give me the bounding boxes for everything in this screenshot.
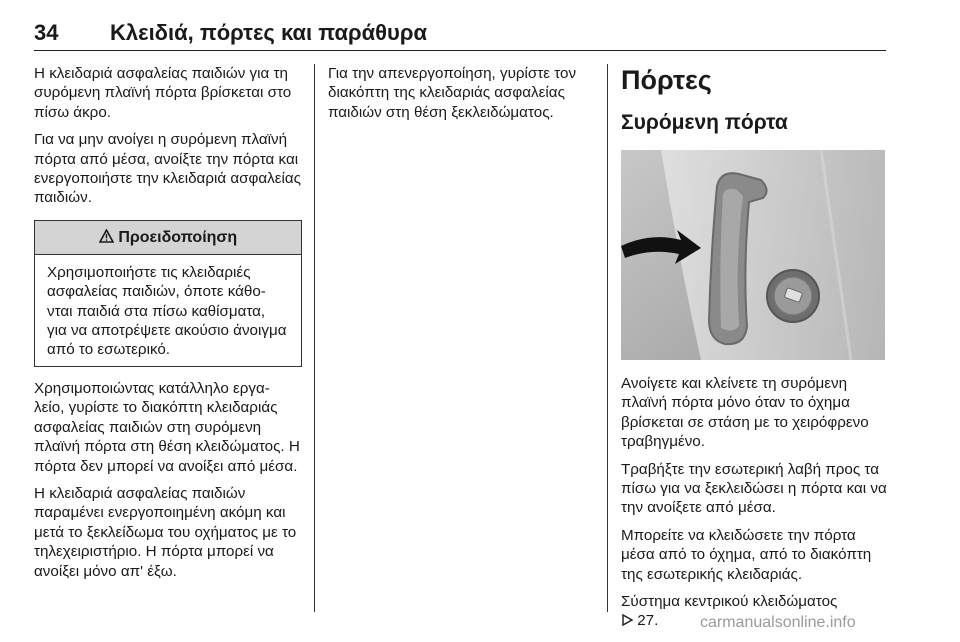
reference-page-number: 27. — [637, 612, 659, 630]
column-middle — [328, 64, 596, 130]
paragraph: Για να μην ανοίγει η συρόμενη πλαϊνή πόρτα από μέσα, ανοίξτε την πόρτα και ενεργοποιήστε την κλειδαριά ασφαλείας παιδιών. — [34, 131, 301, 207]
paragraph: Χρησιμοποιώντας κατάλληλο εργα- λείο, γυρίστε το διακόπτη κλειδαριάς ασφαλείας παιδιών στη συρόμενη πλαϊνή πόρτα στη θέση κλειδώματος. Η πόρτα δεν μπορεί να ανοίξει από μέσα. — [34, 379, 300, 475]
paragraph: Σύστημα κεντρικού κλειδώματος — [621, 593, 838, 611]
paragraph: Μπορείτε να κλειδώσετε την πόρτα μέσα από το όχημα, από το διακόπτη της εσωτερικής κλειδαριάς. — [621, 526, 872, 583]
paragraph: Ανοίγετε και κλείνετε τη συρόμενη πλαϊνή πόρτα μόνο όταν το όχημα βρίσκεται σε στάση με το χειρόφρενο τραβηγμένο. — [621, 375, 869, 451]
watermark: carmanualsonline.info — [700, 614, 856, 631]
page-header — [34, 14, 886, 51]
paragraph: Η κλειδαριά ασφαλείας παιδιών για τη συρόμενη πλαϊνή πόρτα βρίσκεται στο πίσω άκρο. — [34, 65, 292, 121]
door-handle-illustration — [621, 150, 885, 360]
column-left — [34, 64, 302, 589]
page-number: 34 — [34, 20, 59, 45]
column-divider — [607, 64, 608, 612]
column-divider — [314, 64, 315, 612]
warning-box — [34, 220, 302, 367]
page-title: Κλειδιά, πόρτες και παράθυρα — [110, 20, 427, 45]
paragraph: Για την απενεργοποίηση, γυρίστε τον διακόπτη της κλειδαριάς ασφαλείας παιδιών στη θέση ξεκλειδώματος. — [328, 65, 577, 121]
warning-triangle-icon — [99, 229, 118, 246]
warning-text: Χρησιμοποιήστε τις κλειδαριές ασφαλείας παιδιών, όποτε κάθο- νται παιδιά στα πίσω καθίσματα, για να αποτρέψετε ακούσιο άνοιγμα από το εσωτερικό. — [47, 263, 287, 359]
section-heading: Πόρτες — [621, 65, 712, 95]
paragraph: Η κλειδαριά ασφαλείας παιδιών παραμένει ενεργοποιημένη ακόμη και μετά το ξεκλείδωμα του οχήματος με το τηλεχειριστήριο. Η πόρτα μπορεί να ανοίξει μόνο απ' έξω. — [34, 484, 297, 580]
arrow-reference-icon — [621, 611, 633, 630]
paragraph: Τραβήξτε την εσωτερική λαβή προς τα πίσω για να ξεκλειδώσει η πόρτα και να την ανοίξετε από μέσα. — [621, 460, 887, 517]
column-right — [621, 64, 889, 639]
subsection-heading: Συρόμενη πόρτα — [621, 111, 788, 134]
warning-header — [35, 221, 301, 255]
warning-title: Προειδοποίηση — [118, 228, 238, 246]
